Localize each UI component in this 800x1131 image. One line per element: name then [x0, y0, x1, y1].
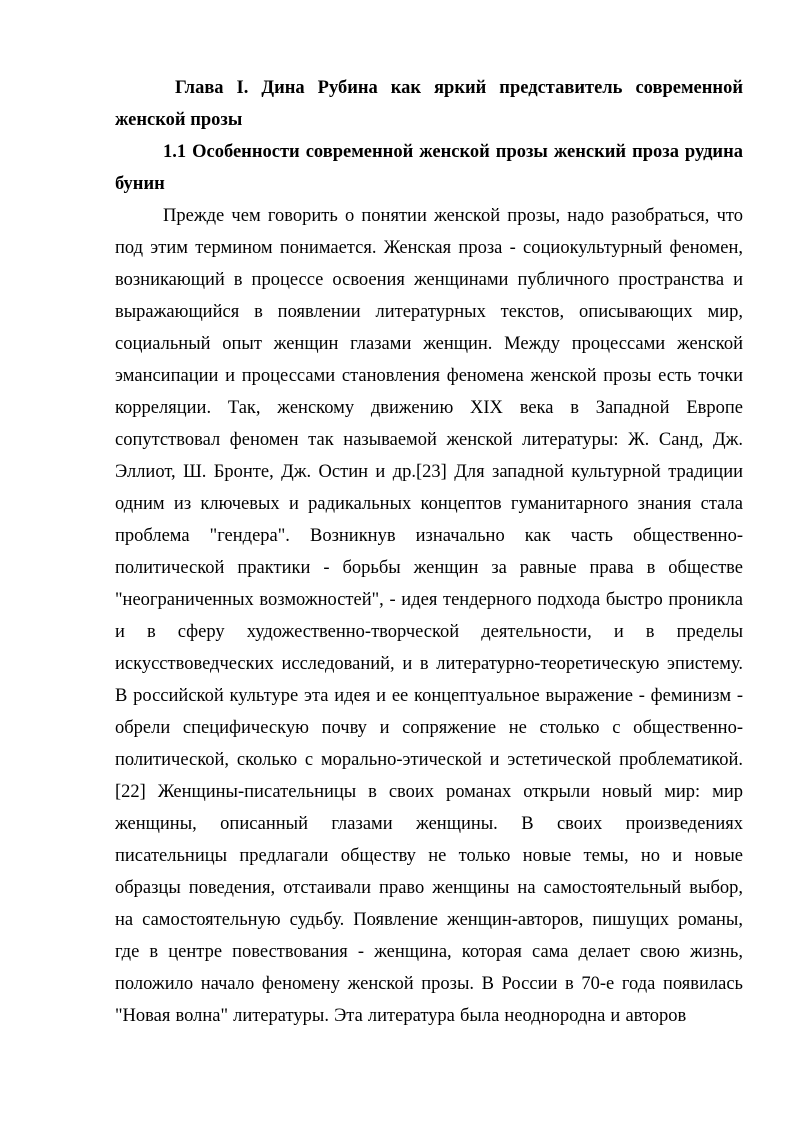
- section-heading: 1.1 Особенности современной женской прозы женский проза рудина бунин: [115, 142, 743, 194]
- document-page: [115, 72, 743, 1032]
- body-paragraph: Прежде чем говорить о понятии женской прозы, надо разобраться, что под этим термином понимается. Женская проза - социокультурный феномен, возникающий в процессе освоения женщинами публичного пространства и выражающийся в появлении литературных текстов, описывающих мир, социальный опыт женщин глазами женщин. Между процессами женской эмансипации и процессами становления феномена женской прозы есть точки корреляции. Так, женскому движению XIX века в Западной Европе сопутствовал феномен так называемой женской литературы: Ж. Санд, Дж. Эллиот, Ш. Бронте, Дж. Остин и др.[23] Для западной культурной традиции одним из ключевых и радикальных концептов гуманитарного знания стала проблема "гендера". Возникнув изначально как часть общественно-политической практики - борьбы женщин за равные права в обществе "неограниченных возможностей", - идея тендерного подхода быстро проникла и в сферу художественно-творческой деятельности, и в пределы искусствоведческих исследований, и в литературно-теоретическую эпистему. В российской культуре эта идея и ее концептуальное выражение - феминизм - обрели специфическую почву и сопряжение не столько с общественно-политической, сколько с морально-этической и эстетической проблематикой. [22] Женщины-писательницы в своих романах открыли новый мир: мир женщины, описанный глазами женщины. В своих произведениях писательницы предлагали обществу не только новые темы, но и новые образцы поведения, отстаивали право женщины на самостоятельный выбор, на самостоятельную судьбу. Появление женщин-авторов, пишущих романы, где в центре повествования - женщина, которая сама делает свою жизнь, положило начало феномену женской прозы. В России в 70-е года появилась "Новая волна" литературы. Эта литература была неоднородна и авторов: [115, 206, 743, 1026]
- chapter-heading: Глава I. Дина Рубина как яркий представитель современной женской прозы: [115, 78, 743, 130]
